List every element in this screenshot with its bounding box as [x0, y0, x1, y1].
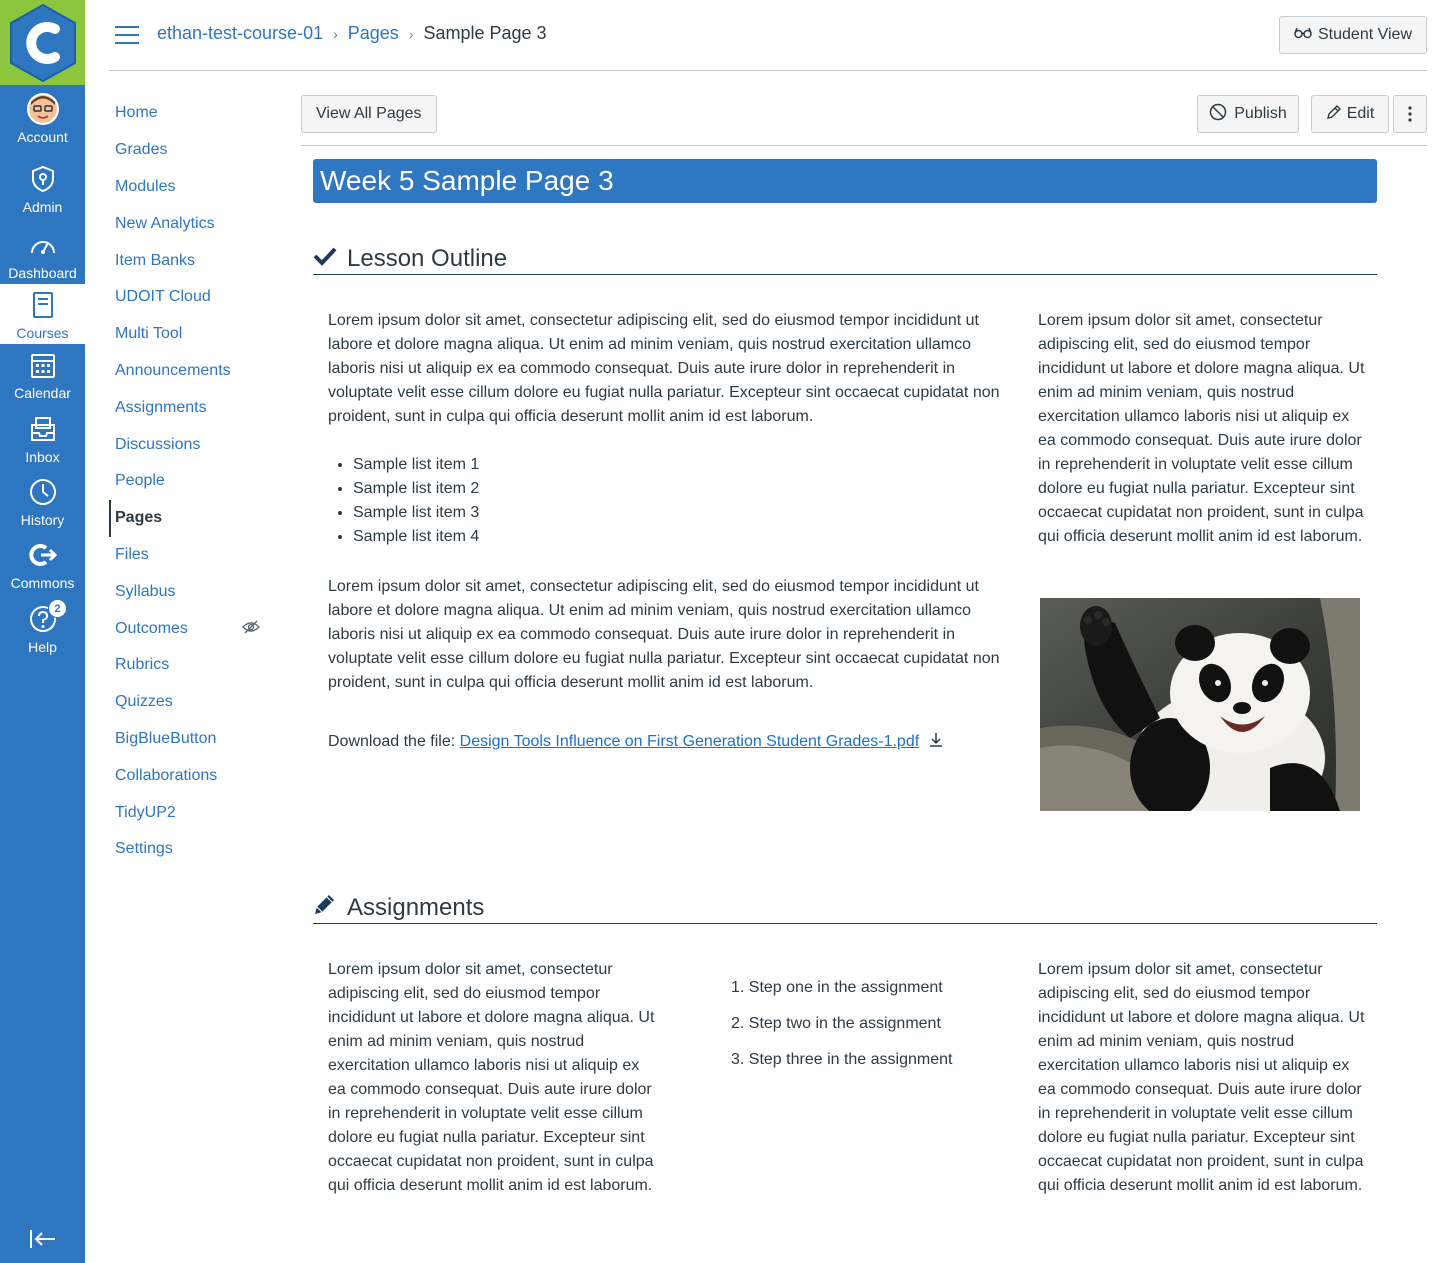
course-nav-collaborations[interactable]: Collaborations	[115, 766, 218, 784]
global-nav-label: Commons	[10, 575, 75, 591]
course-nav-discussions[interactable]: Discussions	[115, 435, 201, 453]
list-item: • Sample list item 3	[353, 501, 479, 525]
download-icon[interactable]	[924, 733, 944, 750]
list-item: • Sample list item 4	[353, 525, 479, 549]
global-nav-inbox[interactable]	[0, 412, 85, 465]
lesson-paragraph-2: Lorem ipsum dolor sit amet, consectetur adipiscing elit, sed do eiusmod tempor incididunt ut labore et dolore magna aliqua. Ut enim ad minim veniam, quis nostrud exercitation ullamco laboris nisi ut aliquip ex ea commodo consequat. Duis aute irure dolor in reprehenderit in voluptate velit esse cillum dolore eu fugiat nulla pariatur. Excepteur sint occaecat cupidatat non proident, sunt in culpa qui officia deserunt mollit anim id est laborum.	[328, 578, 1000, 691]
global-nav-history[interactable]	[0, 475, 85, 528]
course-navigation	[109, 95, 279, 868]
avatar	[26, 92, 60, 126]
eye-slash-icon	[242, 619, 260, 640]
list-item: 1. Step one in the assignment	[731, 979, 943, 996]
breadcrumb-current-page: Sample Page 3	[423, 23, 547, 43]
course-nav-outcomes[interactable]	[109, 610, 279, 647]
inbox-icon	[26, 412, 60, 446]
page-title: Week 5 Sample Page 3	[313, 159, 1377, 203]
course-nav-quizzes[interactable]: Quizzes	[115, 693, 173, 711]
course-nav-syllabus[interactable]: Syllabus	[115, 582, 176, 600]
book-icon	[26, 288, 60, 322]
download-file-link[interactable]: Design Tools Influence on First Generation Student Grades-1.pdf	[459, 733, 920, 750]
chevron-right-icon: ›	[408, 25, 414, 42]
checkmark-icon	[313, 245, 337, 273]
commons-icon	[26, 538, 60, 572]
course-nav-outcomes-label: Outcomes	[115, 619, 188, 637]
course-nav-files[interactable]: Files	[115, 545, 149, 563]
course-nav-pages[interactable]: Pages	[109, 500, 279, 537]
course-nav-assignments[interactable]: Assignments	[115, 398, 207, 416]
global-navigation	[0, 0, 85, 1263]
global-nav-account[interactable]	[0, 92, 85, 145]
publish-button[interactable]	[1197, 95, 1299, 133]
hamburger-menu-icon[interactable]	[115, 26, 139, 44]
list-item: • Sample list item 1	[353, 453, 479, 477]
course-nav-multi-tool[interactable]: Multi Tool	[115, 325, 183, 343]
global-nav-calendar[interactable]	[0, 348, 85, 401]
global-nav-label: Dashboard	[8, 265, 77, 281]
publish-label: Publish	[1234, 105, 1287, 122]
course-nav-modules[interactable]: Modules	[115, 177, 176, 195]
course-nav-rubrics[interactable]: Rubrics	[115, 656, 170, 674]
global-nav-label: Calendar	[14, 385, 71, 401]
breadcrumb-pages-link[interactable]: Pages	[347, 23, 399, 43]
more-options-icon[interactable]	[1393, 95, 1427, 133]
unpublished-icon	[1209, 103, 1227, 126]
global-nav-courses[interactable]	[0, 284, 85, 344]
course-nav-udoit-cloud[interactable]: UDOIT Cloud	[115, 288, 211, 306]
lesson-outline-title: Lesson Outline	[347, 244, 508, 272]
course-nav-new-analytics[interactable]: New Analytics	[115, 214, 215, 232]
toolbar-divider	[301, 145, 1427, 146]
course-nav-settings[interactable]: Settings	[115, 840, 173, 858]
global-nav-label: Admin	[22, 199, 63, 215]
assignments-paragraph-right: Lorem ipsum dolor sit amet, consectetur adipiscing elit, sed do eiusmod tempor incididunt ut labore et dolore magna aliqua. Ut enim ad minim veniam, quis nostrud exercitation ullamco laboris nisi ut aliquip ex ea commodo consequat. Duis aute irure dolor in reprehenderit in voluptate velit esse cillum dolore eu fugiat nulla pariatur. Excepteur sint occaecat cupidatat non proident, sunt in culpa qui officia deserunt mollit anim id est laborum.	[1038, 961, 1365, 1194]
global-nav-label: Help	[28, 639, 57, 655]
course-nav-people[interactable]: People	[115, 472, 165, 490]
calendar-icon	[26, 348, 60, 382]
panda-image	[1040, 598, 1360, 811]
lesson-side-paragraph: Lorem ipsum dolor sit amet, consectetur adipiscing elit, sed do eiusmod tempor incididunt ut labore et dolore magna aliqua. Ut enim ad minim veniam, quis nostrud exercitation ullamco laboris nisi ut aliquip ex ea commodo consequat. Duis aute irure dolor in reprehenderit in voluptate velit esse cillum dolore eu fugiat nulla pariatur. Excepteur sint occaecat cupidatat non proident, sunt in culpa qui officia deserunt mollit anim id est laborum.	[1038, 312, 1365, 545]
clock-icon	[26, 475, 60, 509]
list-item: 2. Step two in the assignment	[731, 1015, 941, 1032]
glasses-icon	[1294, 26, 1312, 44]
course-nav-bigbluebutton[interactable]: BigBlueButton	[115, 729, 217, 747]
course-nav-home[interactable]: Home	[115, 104, 158, 122]
global-nav-commons[interactable]	[0, 538, 85, 591]
lesson-outline-heading	[313, 243, 1377, 275]
assignments-title: Assignments	[347, 893, 485, 921]
pencil-icon	[1326, 104, 1342, 125]
list-item: 3. Step three in the assignment	[731, 1051, 953, 1068]
course-nav-grades[interactable]: Grades	[115, 141, 168, 159]
collapse-nav-icon[interactable]	[28, 1226, 58, 1252]
canvas-logo[interactable]	[0, 0, 85, 85]
global-nav-label: Inbox	[25, 449, 60, 465]
chevron-right-icon: ›	[333, 25, 338, 42]
shield-icon	[26, 162, 60, 196]
global-nav-label: History	[20, 512, 65, 528]
breadcrumb	[157, 23, 547, 44]
course-nav-item-banks[interactable]: Item Banks	[115, 251, 196, 269]
dashboard-icon	[26, 228, 60, 262]
list-item: • Sample list item 2	[353, 477, 479, 501]
page-header	[109, 0, 1427, 71]
global-nav-admin[interactable]	[0, 162, 85, 215]
assignments-heading	[313, 892, 1377, 924]
edit-label: Edit	[1346, 105, 1375, 122]
help-badge: 2	[48, 599, 67, 618]
breadcrumb-course-link[interactable]: ethan-test-course-01	[157, 23, 324, 43]
download-prefix: Download the file:	[328, 733, 460, 750]
sample-list	[353, 453, 479, 549]
edit-button[interactable]	[1311, 95, 1389, 133]
course-nav-announcements[interactable]: Announcements	[115, 361, 231, 379]
view-all-pages-button[interactable]: View All Pages	[301, 95, 437, 133]
lesson-paragraph-1: Lorem ipsum dolor sit amet, consectetur adipiscing elit, sed do eiusmod tempor incididunt ut labore et dolore magna aliqua. Ut enim ad minim veniam, quis nostrud exercitation ullamco laboris nisi ut aliquip ex ea commodo consequat. Duis aute irure dolor in reprehenderit in voluptate velit esse cillum dolore eu fugiat nulla pariatur. Excepteur sint occaecat cupidatat non proident, sunt in culpa qui officia deserunt mollit anim id est laborum.	[328, 312, 1000, 425]
pencil-icon	[313, 892, 337, 923]
global-nav-help[interactable]	[0, 602, 85, 655]
student-view-button[interactable]	[1279, 16, 1427, 54]
download-line	[328, 730, 944, 754]
global-nav-label: Account	[17, 129, 68, 145]
global-nav-label: Courses	[16, 325, 69, 341]
global-nav-dashboard[interactable]	[0, 228, 85, 281]
assignment-steps	[731, 970, 952, 1078]
student-view-label: Student View	[1318, 26, 1412, 43]
course-nav-tidyup2[interactable]: TidyUP2	[115, 803, 176, 821]
assignments-paragraph-left: Lorem ipsum dolor sit amet, consectetur adipiscing elit, sed do eiusmod tempor incididunt ut labore et dolore magna aliqua. Ut enim ad minim veniam, quis nostrud exercitation ullamco laboris nisi ut aliquip ex ea commodo consequat. Duis aute irure dolor in reprehenderit in voluptate velit esse cillum dolore eu fugiat nulla pariatur. Excepteur sint occaecat cupidatat non proident, sunt in culpa qui officia deserunt mollit anim id est laborum.	[328, 961, 655, 1194]
